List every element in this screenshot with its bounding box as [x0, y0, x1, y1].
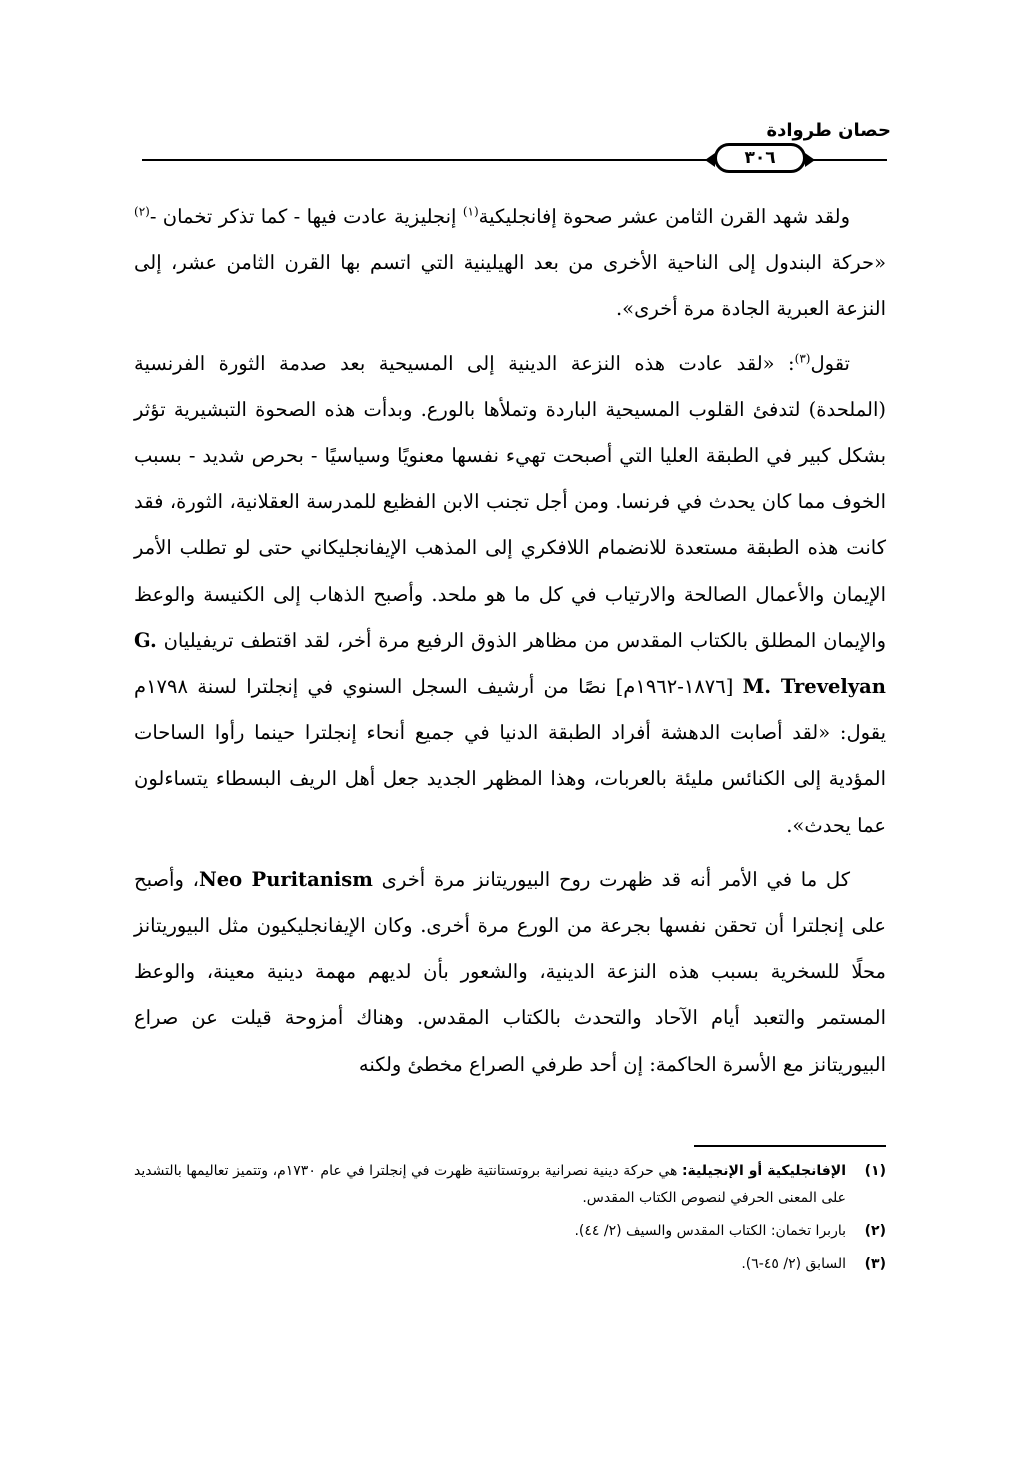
paragraph-1-text-a: ولقد شهد القرن الثامن عشر صحوة إفانجليكية	[478, 205, 850, 228]
footnote-body: السابق (٢/ ٤٥-٦).	[741, 1256, 846, 1272]
footnote-ref-1: (١)	[462, 204, 479, 219]
footnote-1	[134, 1158, 886, 1212]
paragraph-1	[134, 194, 886, 333]
page-number-badge: ٣٠٦	[714, 143, 806, 173]
main-text	[134, 194, 886, 1096]
paragraph-1-text-b: إنجليزية عادت فيها - كما تذكر تخمان -	[149, 205, 463, 228]
footnote-number: (١)	[864, 1163, 886, 1179]
paragraph-2-text-b: : «لقد عادت هذه النزعة الدينية إلى المسيحية بعد صدمة الثورة الفرنسية (الملحدة) لتدفئ القلوب المسيحية الباردة وتملأها بالورع. وبدأت هذه الصحوة التبشيرية تؤثر بشكل كبير في الطبقة العليا التي أصبحت تهيء نفسها معنويًا وسياسيًا - بحرص شديد - بسبب الخوف مما كان يحدث في فرنسا. ومن أجل تجنب الابن الفظيع للمدرسة العقلانية، الثورة، فقد كانت هذه الطبقة مستعدة للانضمام اللافكري إلى المذهب الإيفانجليكاني حتى لو تطلب الأمر الإيمان والأعمال الصالحة والارتياب في كل ما هو ملحد. وأصبح الذهاب إلى الكنيسة والوعظ والإيمان المطلق بالكتاب المقدس من مظاهر الذوق الرفيع مرة أخر، لقد اقتطف تريفيليان	[134, 351, 886, 652]
paragraph-2-text-c: [١٨٧٦-١٩٦٢م] نصًا من أرشيف السجل السنوي في إنجلترا لسنة ١٧٩٨م يقول: «لقد أصابت الدهشة أفراد الطبقة الدنيا في جميع أنحاء إنجلترا حينما رأوا الساحات المؤدية إلى الكنائس مليئة بالعربات، وهذا المظهر الجديد جعل أهل الريف البسطاء يتساءلون عما يحدث».	[134, 675, 886, 837]
running-title: حصان طروادة	[766, 120, 891, 141]
latin-term: Neo Puritanism	[198, 867, 373, 891]
footnote-2	[134, 1218, 886, 1245]
paragraph-3-text-b: ، وأصبح على إنجلترا أن تحقن نفسها بجرعة من الورع مرة أخرى. وكان الإيفانجليكيون مثل البيوريتانز محلًا للسخرية بسبب هذه النزعة الدينية، والشعور بأن لديهم مهمة دينية معينة، والوعظ المستمر والتعبد أيام الآحاد والتحدث بالكتاب المقدس. وهناك أمزوحة قيلت عن صراع البيوريتانز مع الأسرة الحاكمة: إن أحد طرفي الصراع مخطئ ولكنه	[134, 867, 886, 1076]
paragraph-2	[134, 341, 886, 849]
footnote-rule	[694, 1145, 886, 1147]
latin-name: G. M. Trevelyan	[134, 628, 886, 699]
footnote-ref-2: (٢)	[134, 204, 150, 219]
paragraph-3-text-a: كل ما في الأمر أنه قد ظهرت روح البيوريتانز مرة أخرى	[372, 867, 851, 891]
paragraph-1-text-c: «حركة البندول إلى الناحية الأخرى من بعد الهيلينية التي اتسم بها القرن الثامن عشر، إلى النزعة العبرية الجادة مرة أخرى».	[134, 251, 886, 321]
footnote-text	[134, 1251, 846, 1278]
paragraph-3	[134, 857, 886, 1088]
footnote-ref-3: (٣)	[794, 351, 811, 366]
footnote-lead: الإفانجليكية أو الإنجيلية:	[681, 1163, 846, 1179]
footnote-body: باربرا تخمان: الكتاب المقدس والسيف (٢/ ٤٤).	[574, 1223, 846, 1239]
footnote-text	[134, 1158, 846, 1212]
footnotes	[134, 1158, 886, 1284]
footnote-number: (٣)	[864, 1256, 886, 1272]
footnote-3	[134, 1251, 886, 1278]
footnote-text	[134, 1218, 846, 1245]
paragraph-2-text-a: تقول	[810, 351, 850, 375]
footnote-number: (٢)	[864, 1223, 886, 1239]
footnote-body: هي حركة دينية نصرانية بروتستانتية ظهرت في إنجلترا في عام ١٧٣٠م، وتتميز تعاليمها بالتشديد على المعنى الحرفي لنصوص الكتاب المقدس.	[134, 1163, 846, 1206]
